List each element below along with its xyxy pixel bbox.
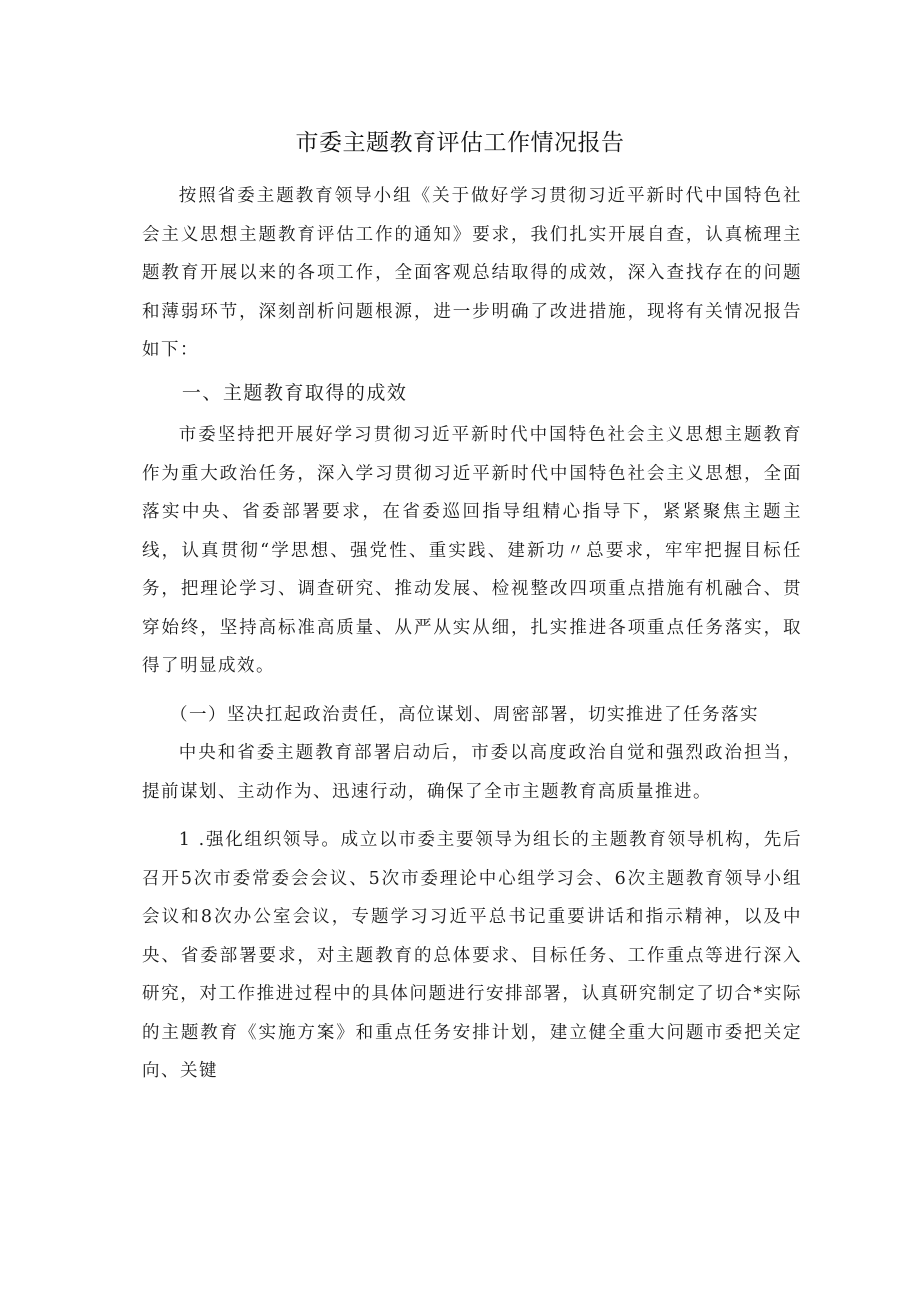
section-heading-1: 一、主题教育取得的成效 (181, 381, 408, 404)
item-1-paragraph: 1 .强化组织领导。成立以市委主要领导为组长的主题教育领导机构，先后召开5次市委常委会会议、5次市委理论中心组学习会、6次主题教育领导小组会议和8次办公室会议，专题学习习近平总书记重要讲话和指示精神，以及中央、省委部署要求，对主题教育的总体要求、目标任务、工作重点等进行深入研究，对工作推进过程中的具体问题进行安排部署，认真研究制定了切合*实际的主题教育《实施方案》和重点任务安排计划，建立健全重大问题市委把关定向、关键 (142, 830, 802, 1081)
section-1-paragraph: 市委坚持把开展好学习贯彻习近平新时代中国特色社会主义思想主题教育作为重大政治任务，深入学习贯彻习近平新时代中国特色社会主义思想，全面落实中央、省委部署要求，在省委巡回指导组精心指导下，紧紧聚焦主题主线，认真贯彻“学思想、强党性、重实践、建新功〃总要求，牢牢把握目标任务，把理论学习、调查研究、推动发展、检视整改四项重点措施有机融合、贯穿始终，坚持高标准高质量、从严从实从细，扎实推进各项重点任务落实，取得了明显成效。 (142, 425, 802, 676)
intro-paragraph: 按照省委主题教育领导小组《关于做好学习贯彻习近平新时代中国特色社会主义思想主题教育评估工作的通知》要求，我们扎实开展自查，认真梳理主题教育开展以来的各项工作，全面客观总结取得的成效，深入查找存在的问题和薄弱环节，深刻剖析问题根源，进一步明确了改进措施，现将有关情况报告如下： (142, 186, 802, 360)
document-title: 市委主题教育评估工作情况报告 (295, 130, 625, 156)
document-body (142, 177, 802, 1091)
subsection-1-paragraph: 中央和省委主题教育部署启动后，市委以高度政治自觉和强烈政治担当，提前谋划、主动作为、迅速行动，确保了全市主题教育高质量推进。 (142, 743, 802, 802)
subsection-heading-1: （一）坚决扛起政治责任，高位谋划、周密部署，切实推进了任务落实 (170, 704, 759, 725)
